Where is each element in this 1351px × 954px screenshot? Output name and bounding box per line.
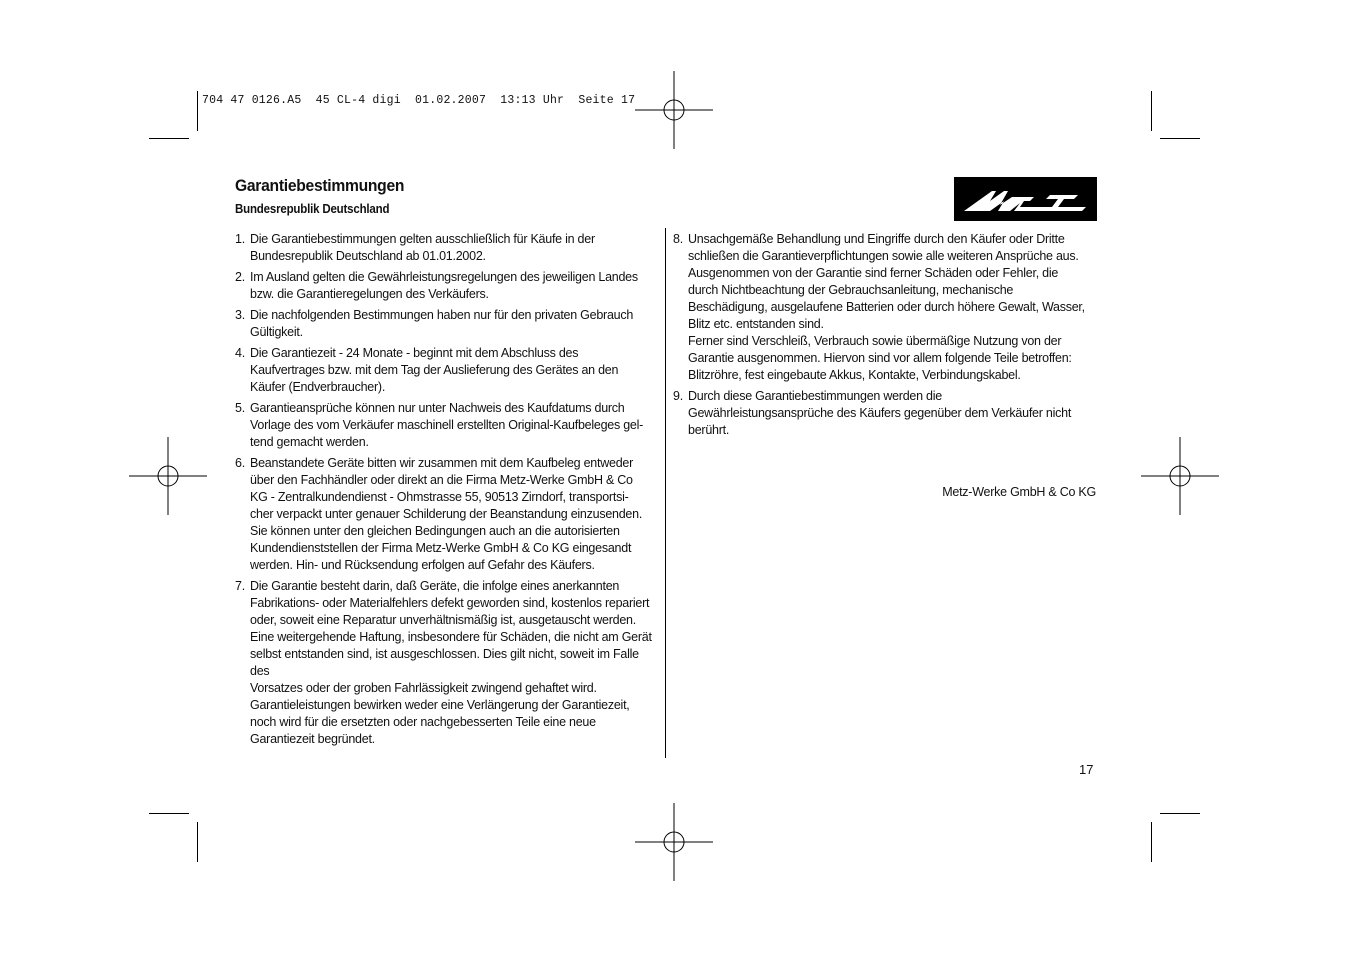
page-number: 17 [1079, 762, 1094, 777]
company-signature: Metz-Werke GmbH & Co KG [942, 485, 1096, 499]
print-slug-line: 704 47 0126.A5 45 CL-4 digi 01.02.2007 13:13 Uhr Seite 17 [202, 94, 636, 107]
list-item [235, 307, 659, 341]
item-number: 7. [235, 579, 245, 593]
item-text: Die Garantiezeit - 24 Monate - beginnt mit dem Abschluss des Kaufvertrages bzw. mit dem Tag der Auslieferung des Gerätes an den Käufer (Endverbraucher). [250, 346, 619, 394]
item-text: Unsachgemäße Behandlung und Eingriffe durch den Käufer oder Dritte schließen die Garantieverpflichtungen sowie alle weiteren Ansprüche aus. Ausgenommen von der Garantie sind ferner Schäden oder Fehler, die durch Nichtbeachtung der Gebrauchsanleitung, mechanische Beschädigung, ausgelaufene Batterien oder durch höhere Gewalt, Wasser, Blitz etc. entstanden sind. Ferner sind Verschleiß, Verbrauch sowie übermäßige Nutzung von der Garantie ausgenommen. Hiervon sind vor allem folgende Teile betroffen: Blitzröhre, fest eingebaute Akkus, Kontakte, Verbindungskabel. [688, 232, 1085, 382]
item-number: 6. [235, 456, 245, 470]
item-number: 8. [673, 232, 683, 246]
item-text: Beanstandete Geräte bitten wir zusammen mit dem Kaufbeleg entweder über den Fachhändler oder direkt an die Firma Metz-Werke GmbH & Co KG - Zentralkundendienst - Ohmstrasse 55, 90513 Zirndorf, transportsi- cher verpackt unter genauer Schilderung der Beanstandung einzusenden. Sie können unter den gleichen Bedingungen auch an die autorisierten Kundendienststellen der Firma Metz-Werke GmbH & Co KG eingesandt werden. Hin- und Rücksendung erfolgen auf Gefahr des Käufers. [250, 456, 643, 572]
item-text: Die Garantiebestimmungen gelten ausschließlich für Käufe in der Bundesrepublik Deutschland ab 01.01.2002. [250, 232, 595, 263]
item-text: Garantieansprüche können nur unter Nachweis des Kaufdatums durch Vorlage des vom Verkäufer maschinell erstellten Original-Kaufbeleges gel- tend gemacht werden. [250, 401, 644, 449]
item-text: Die Garantie besteht darin, daß Geräte, die infolge eines anerkannten Fabrikations- oder Materialfehlers defekt geworden sind, kostenlos repariert oder, soweit eine Reparatur unverhältnismäßig ist, ausgetauscht werden. Eine weitergehende Haftung, insbesondere für Schäden, die nicht am Gerät selbst entstanden sind, ist ausgeschlossen. Dies gilt nicht, soweit im Falle des Vorsatzes oder der groben Fahrlässigkeit zwingend gehaftet wird. Garantieleistungen bewirken weder eine Verlängerung der Garantiezeit, noch wird für die ersetzten oder nachgebesserten Teile eine neue Garantiezeit begründet. [250, 579, 652, 746]
warranty-terms-left-column [235, 231, 659, 752]
crop-mark [1160, 813, 1200, 814]
registration-mark-top [635, 71, 713, 149]
item-number: 2. [235, 270, 245, 284]
crop-mark [1151, 822, 1152, 862]
registration-mark-right [1141, 437, 1219, 515]
item-number: 1. [235, 232, 245, 246]
warranty-terms-right-column [673, 231, 1101, 443]
crop-mark [197, 822, 198, 862]
list-item [235, 345, 659, 396]
crop-mark [197, 91, 198, 131]
metz-logo [954, 177, 1097, 221]
page-title: Garantiebestimmungen [235, 176, 405, 195]
item-text: Durch diese Garantiebestimmungen werden die Gewährleistungsansprüche des Käufers gegenüber dem Verkäufer nicht berührt. [688, 389, 1072, 437]
list-item [235, 455, 659, 574]
list-item [235, 400, 659, 451]
item-number: 9. [673, 389, 683, 403]
list-item [235, 578, 659, 748]
crop-mark [149, 138, 189, 139]
item-text: Im Ausland gelten die Gewährleistungsregelungen des jeweiligen Landes bzw. die Garantieregelungen des Verkäufers. [250, 270, 638, 301]
item-number: 5. [235, 401, 245, 415]
item-text: Die nachfolgenden Bestimmungen haben nur für den privaten Gebrauch Gültigkeit. [250, 308, 634, 339]
list-item [235, 269, 659, 303]
list-item [673, 231, 1101, 384]
list-item [673, 388, 1101, 439]
crop-mark [1160, 138, 1200, 139]
list-item [235, 231, 659, 265]
registration-mark-left [129, 437, 207, 515]
item-number: 3. [235, 308, 245, 322]
page-subtitle: Bundesrepublik Deutschland [235, 202, 390, 216]
registration-mark-bottom [635, 803, 713, 881]
column-divider [665, 228, 666, 758]
crop-mark [149, 813, 189, 814]
item-number: 4. [235, 346, 245, 360]
crop-mark [1151, 91, 1152, 131]
